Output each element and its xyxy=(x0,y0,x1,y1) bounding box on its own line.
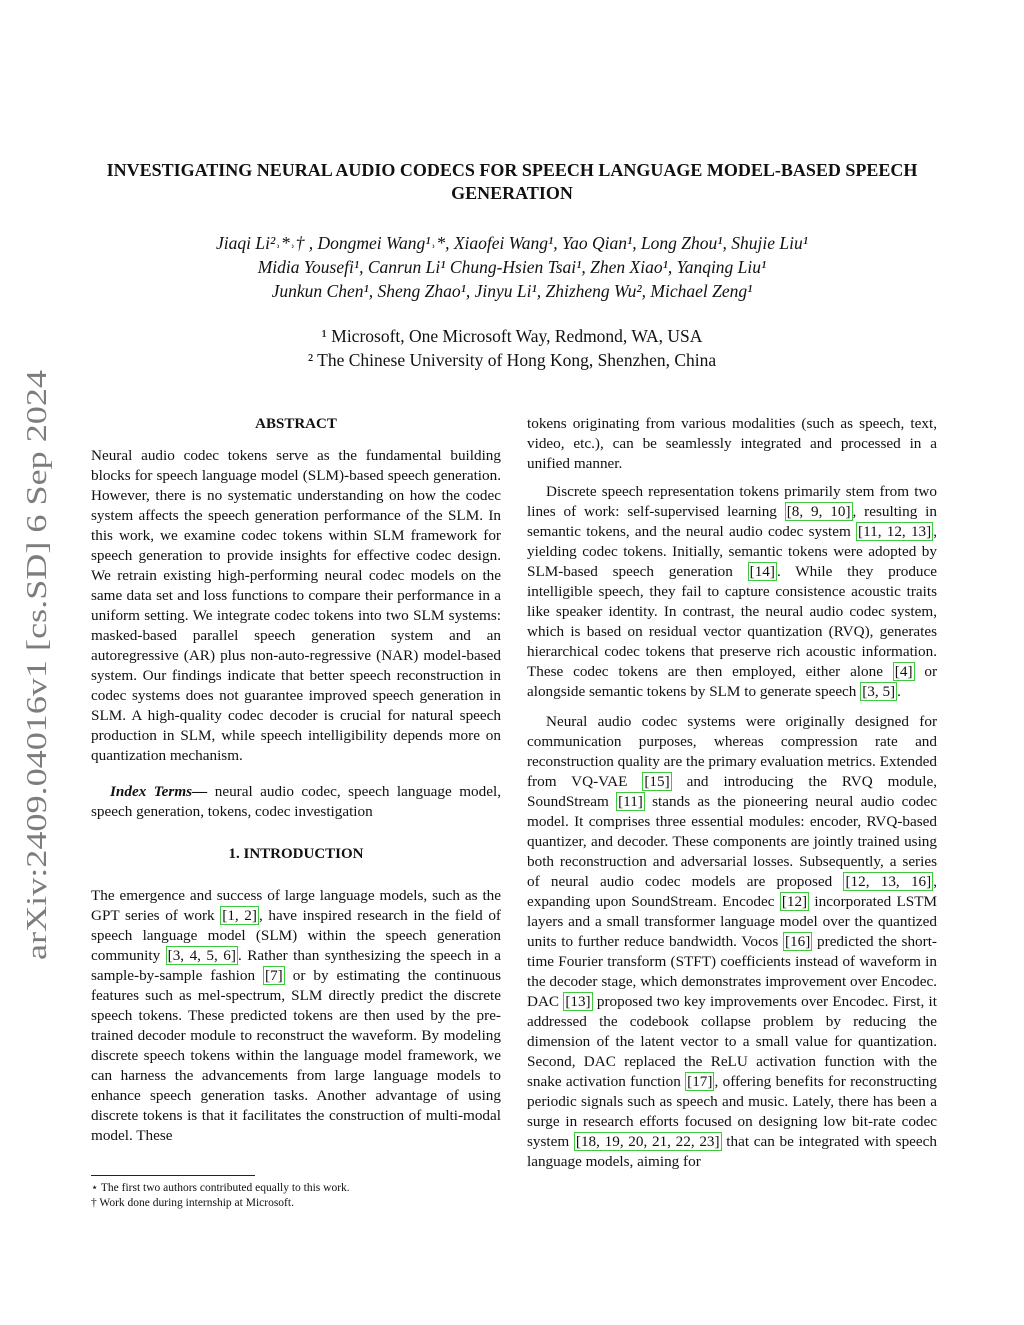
paragraph xyxy=(527,712,937,1172)
paragraph xyxy=(527,482,937,702)
citation[interactable]: [1, 2] xyxy=(222,907,257,924)
abstract-text: Neural audio codec tokens serve as the fundamental building blocks for speech language model (SLM)-based speech generation. However, there is no systematic understanding on how the codec system affects the speech generation performance of the SLM. In this work, we examine codec tokens within SLM framework for speech generation to provide insights for effective codec design. We retrain existing high-performing neural codec models on the same data set and loss functions to compare their performance in a uniform setting. We integrate codec tokens into two SLM systems: masked-based parallel speech generation system and an autoregressive (AR) plus non-auto-regressive (NAR) model-based system. Our findings indicate that better speech reconstruction in codec systems does not guarantee improved speech generation in SLM. A high-quality codec decoder is crucial for natural speech production in SLM, while speech intelligibility depends more on quantization mechanism. xyxy=(91,447,501,764)
citation[interactable]: [3, 4, 5, 6] xyxy=(167,947,236,964)
citation[interactable]: [13] xyxy=(565,993,591,1010)
text-run: . Rather than synthesizing the speech in a sample-by-sample fashion xyxy=(91,947,501,984)
text-run: that can be integrated with speech language models, aiming for xyxy=(527,1133,937,1170)
footnote-rule xyxy=(91,1175,255,1176)
arxiv-id-text: arXiv:2409.04016v1 [cs.SD] 6 Sep 2024 xyxy=(22,502,53,960)
text-run: , yielding codec tokens. Initially, semantic tokens were adopted by SLM-based speech generation xyxy=(527,523,937,580)
left-column xyxy=(91,414,501,1146)
footnote: † Work done during internship at Microsoft. xyxy=(91,1197,294,1209)
right-column xyxy=(527,414,937,1172)
text-run: , expanding upon SoundStream. Encodec xyxy=(527,873,937,910)
citation[interactable]: [8, 9, 10] xyxy=(786,503,851,520)
citation[interactable]: [18, 19, 20, 21, 22, 23] xyxy=(575,1133,720,1150)
author-list xyxy=(60,231,964,303)
text-run: proposed two key improvements over Encodec. First, it addressed the codebook collapse problem by reducing the dimension of the latent vector to a small value for quantization. Second, DAC replaced the ReLU activation function with the snake activation function xyxy=(527,993,937,1090)
citation[interactable]: [3, 5] xyxy=(862,683,896,700)
text-run: Neural audio codec systems were originally designed for communication purposes, whereas compression rate and reconstruction quality are the primary evaluation metrics. Extended from VQ-VAE xyxy=(527,713,937,790)
author-line: Jiaqi Li²˒*˒† , Dongmei Wang¹˒*, Xiaofei Wang¹, Yao Qian¹, Long Zhou¹, Shujie Liu¹ xyxy=(216,233,808,253)
text-run: The emergence and success of large language models, such as the GPT series of work xyxy=(91,887,501,924)
author-line: Junkun Chen¹, Sheng Zhao¹, Jinyu Li¹, Zhizheng Wu², Michael Zeng¹ xyxy=(271,281,753,301)
abstract-heading: ABSTRACT xyxy=(255,416,337,432)
section-heading: 1. INTRODUCTION xyxy=(228,846,364,862)
affiliation: ² The Chinese University of Hong Kong, Shenzhen, China xyxy=(307,350,717,370)
text-run: . xyxy=(897,683,901,700)
text-run: . While they produce intelligible speech, they fail to capture consistence acoustic traits like speaker identity. In contrast, the neural audio codec system, which is based on residual vector quantization (RVQ), generates hierarchical codec tokens that preserve rich acoustic information. These codec tokens are then employed, either alone xyxy=(527,563,937,680)
citation[interactable]: [11, 12, 13] xyxy=(858,523,932,540)
citation[interactable]: [14] xyxy=(749,563,775,580)
citation[interactable]: [7] xyxy=(265,967,283,984)
citation[interactable]: [12, 13, 16] xyxy=(845,873,932,890)
arxiv-identifier xyxy=(4,368,62,960)
citation[interactable]: [12] xyxy=(781,893,808,910)
text-run: , resulting in semantic tokens, and the neural audio codec system xyxy=(527,503,937,540)
text-run: Discrete speech representation tokens primarily stem from two lines of work: self-supervised learning xyxy=(527,483,937,520)
footnote: ⋆ The first two authors contributed equally to this work. xyxy=(91,1182,350,1194)
text-run: or by estimating the continuous features such as mel-spectrum, SLM directly predict the discrete speech tokens. These predicted tokens are then used by the pre-trained decoder module to reconstruct the waveform. By modeling discrete speech tokens within the language model framework, we can harness the advancements from large language models to enhance speech generation tasks. Another advantage of using discrete tokens is that it facilitates the construction of multi-modal model. These xyxy=(91,967,501,1144)
citation[interactable]: [4] xyxy=(894,663,913,680)
paragraph: tokens originating from various modalities (such as speech, text, video, etc.), can be seamlessly integrated and processed in a unified manner. xyxy=(527,415,937,472)
affiliation: ¹ Microsoft, One Microsoft Way, Redmond, WA, USA xyxy=(321,326,703,346)
index-terms-label: Index Terms— xyxy=(110,783,208,800)
paper-title: INVESTIGATING NEURAL AUDIO CODECS FOR SPEECH LANGUAGE MODEL-BASED SPEECH GENERATION xyxy=(106,160,918,203)
citation[interactable]: [17] xyxy=(687,1073,713,1090)
text-run: incorporated LSTM layers and a small transformer language model over the quantized units to further reduce bandwidth. Vocos xyxy=(527,893,937,950)
citation[interactable]: [16] xyxy=(785,933,811,950)
text-run: and introducing the RVQ module, SoundStream xyxy=(527,773,938,810)
intro-paragraph xyxy=(91,886,501,1146)
index-terms-text: neural audio codec, speech language model, speech generation, tokens, codec investigation xyxy=(91,783,501,820)
text-run: , have inspired research in the field of speech language model (SLM) within the speech generation community xyxy=(91,907,501,964)
affiliations xyxy=(60,324,964,372)
text-run: , offering benefits for reconstructing periodic signals such as speech and music. Lately, there has been a surge in research efforts focused on designing low bit-rate codec system xyxy=(527,1073,937,1150)
text-run: or alongside semantic tokens by SLM to generate speech xyxy=(527,663,937,700)
citation[interactable]: [11] xyxy=(618,793,643,810)
author-line: Midia Yousefi¹, Canrun Li¹ Chung-Hsien Tsai¹, Zhen Xiao¹, Yanqing Liu¹ xyxy=(257,257,767,277)
text-run: predicted the short-time Fourier transform (STFT) coefficients instead of waveform in the decoder stage, which demonstrates improvement over Encodec. DAC xyxy=(527,933,937,1010)
text-run: stands as the pioneering neural audio codec model. It comprises three essential modules: encoder, RVQ-based quantizer, and decoder. These components are jointly trained using both reconstruction and adversarial losses. Subsequently, a series of neural audio codec models are proposed xyxy=(527,793,937,890)
index-terms xyxy=(91,782,501,822)
citation[interactable]: [15] xyxy=(644,773,670,790)
